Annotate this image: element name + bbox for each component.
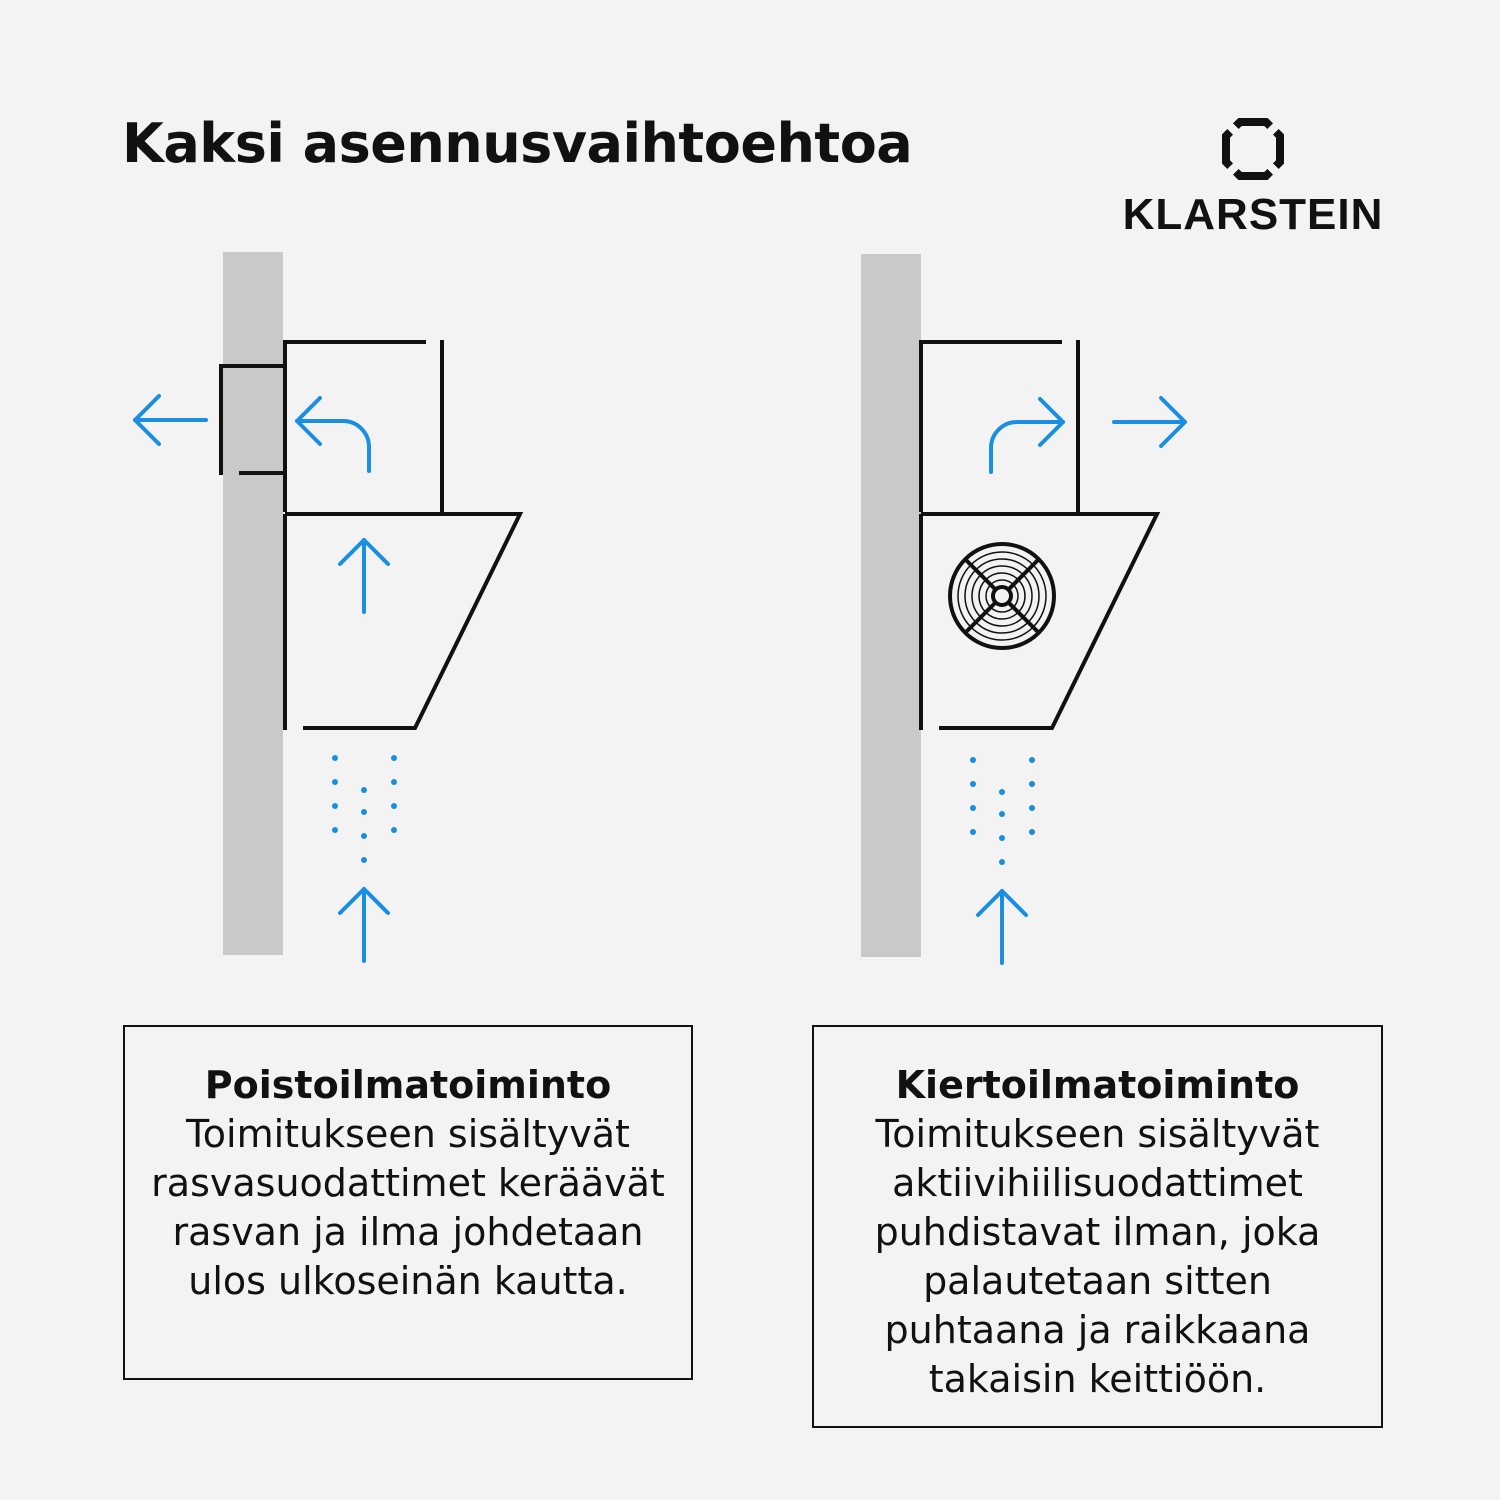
chimney-housing	[285, 340, 442, 512]
exhaust-arrow-icon	[135, 396, 206, 444]
intake-up-arrow-icon	[978, 891, 1026, 963]
exhaust-mode-text: Toimitukseen sisältyvät rasvasuodattimet keräävät rasvan ja ilma johdetaan ulos ulkoseinän kautta.	[151, 1112, 665, 1303]
brand-name: KLARSTEIN	[1122, 190, 1384, 239]
wall	[861, 254, 921, 957]
recirculation-mode-title: Kiertoilmatoiminto	[895, 1063, 1300, 1107]
chimney-housing	[921, 340, 1078, 512]
hood-body	[285, 514, 520, 730]
turn-right-arrow-icon	[991, 399, 1063, 472]
air-particles	[970, 757, 1035, 865]
air-particles	[332, 755, 397, 863]
airflow-up-arrow-icon	[340, 540, 388, 612]
wall	[223, 252, 283, 955]
page-title: Kaksi asennusvaihtoehtoa	[122, 112, 913, 175]
return-arrow-icon	[1114, 398, 1185, 446]
intake-up-arrow-icon	[340, 889, 388, 961]
turn-left-arrow-icon	[297, 398, 369, 471]
recirculation-mode-diagram	[861, 254, 1185, 963]
recirculation-mode-description	[812, 1025, 1383, 1428]
exhaust-mode-description	[123, 1025, 693, 1380]
exhaust-mode-title: Poistoilmatoiminto	[204, 1063, 612, 1107]
exhaust-mode-diagram	[135, 252, 520, 961]
fan-filter-icon	[950, 544, 1054, 648]
recirculation-mode-text: Toimitukseen sisältyvät aktiivihiilisuodattimet puhdistavat ilman, joka palautetaan sitten puhtaana ja raikkaana takaisin keittiöön.	[874, 1112, 1321, 1401]
